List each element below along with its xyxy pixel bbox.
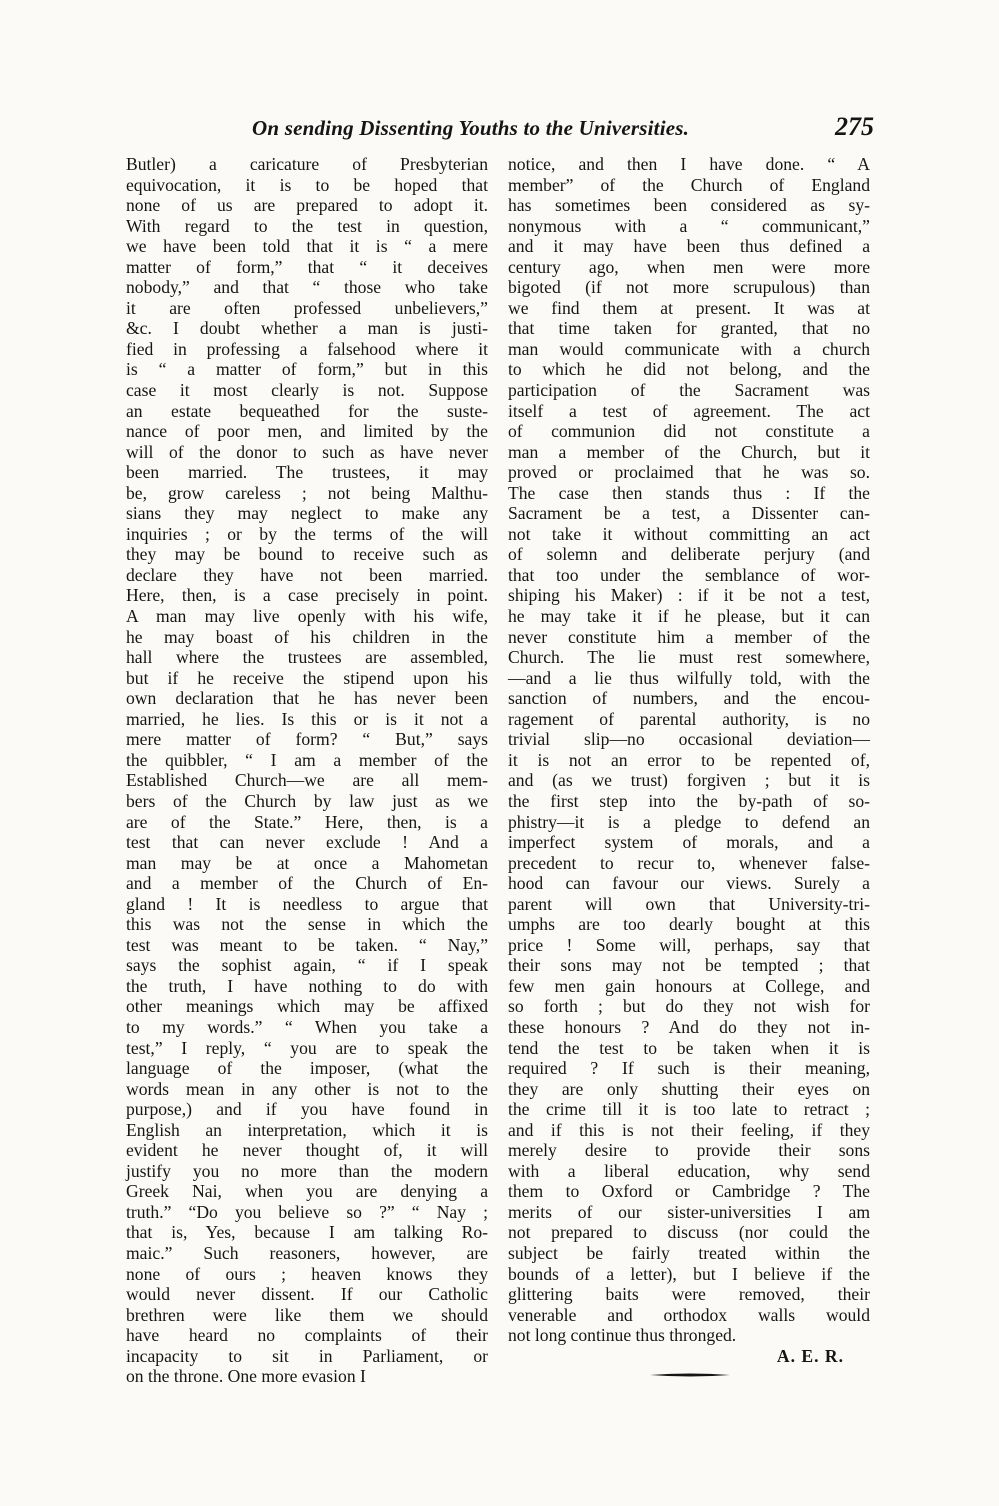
text-line: married, he lies. Is this or is it not a — [126, 708, 488, 729]
text-line: their sons may not be tempted ; that — [508, 955, 870, 976]
text-line: man may be at once a Mahometan — [126, 852, 488, 873]
text-line: truth.” “Do you believe so ?” “ Nay ; — [126, 1201, 488, 1222]
text-line: evident he never thought of, it will — [126, 1140, 488, 1161]
text-line: it is not an error to be repented of, — [508, 749, 870, 770]
text-line: ragement of parental authority, is no — [508, 708, 870, 729]
text-line: century ago, when men were more — [508, 256, 870, 277]
text-line: would never dissent. If our Catholic — [126, 1284, 488, 1305]
text-line: to which he did not belong, and the — [508, 359, 870, 380]
end-ornament — [650, 1371, 730, 1379]
text-line: not prepared to discuss (nor could the — [508, 1222, 870, 1243]
text-line: has sometimes been considered as sy- — [508, 195, 870, 216]
text-line: with a liberal education, why send — [508, 1160, 870, 1181]
text-line: merely desire to provide their sons — [508, 1140, 870, 1161]
text-line: inquiries ; or by the terms of the will — [126, 523, 488, 544]
running-title: On sending Dissenting Youths to the Universities. — [252, 116, 690, 140]
text-line: venerable and orthodox walls would — [508, 1304, 870, 1325]
text-line: member” of the Church of England — [508, 174, 870, 195]
text-line: Butler) a caricature of Presbyterian — [126, 154, 488, 174]
text-line: English an interpretation, which it is — [126, 1119, 488, 1140]
text-line: so forth ; but do they not wish for — [508, 996, 870, 1017]
text-line: the truth, I have nothing to do with — [126, 975, 488, 996]
text-line: mere matter of form? “ But,” says — [126, 729, 488, 750]
text-line: Established Church—we are all mem- — [126, 770, 488, 791]
text-line: it are often professed unbelievers,” — [126, 297, 488, 318]
text-line: they may be bound to receive such as — [126, 544, 488, 565]
text-line: will of the donor to such as have never — [126, 441, 488, 462]
running-header — [126, 112, 882, 146]
text-line: Church. The lie must rest somewhere, — [508, 647, 870, 668]
page-number: 275 — [835, 112, 874, 141]
text-line: few men gain honours at College, and — [508, 975, 870, 996]
text-line: justify you no more than the modern — [126, 1160, 488, 1181]
text-line: the first step into the by-path of so- — [508, 790, 870, 811]
text-line: man would communicate with a church — [508, 338, 870, 359]
text-line: parent will own that University-tri- — [508, 893, 870, 914]
text-line: hood can favour our views. Surely a — [508, 873, 870, 894]
text-line: bers of the Church by law just as we — [126, 790, 488, 811]
text-line: purpose,) and if you have found in — [126, 1099, 488, 1120]
text-line: and it may have been thus defined a — [508, 236, 870, 257]
text-line: gland ! It is needless to argue that — [126, 893, 488, 914]
text-line: of communion did not constitute a — [508, 421, 870, 442]
text-line: nonymous with a “ communicant,” — [508, 215, 870, 236]
text-line: never constitute him a member of the — [508, 626, 870, 647]
text-line: have heard no complaints of their — [126, 1325, 488, 1346]
text-line: to my words.” “ When you take a — [126, 1016, 488, 1037]
text-line: on the throne. One more evasion I — [126, 1366, 366, 1387]
text-line: language of the imposer, (what the — [126, 1058, 488, 1079]
text-line: glittering baits were removed, their — [508, 1284, 870, 1305]
text-line: says the sophist again, “ if I speak — [126, 955, 488, 976]
text-line: hall where the trustees are assembled, — [126, 647, 488, 668]
text-line: Sacrament be a test, a Dissenter can- — [508, 503, 870, 524]
text-line: Greek Nai, when you are denying a — [126, 1181, 488, 1202]
text-line: trivial slip—no occasional deviation— — [508, 729, 870, 750]
text-line: matter of form,” that “ it deceives — [126, 256, 488, 277]
text-line: test that can never exclude ! And a — [126, 832, 488, 853]
text-line: be, grow careless ; not being Malthu- — [126, 482, 488, 503]
text-line: fied in professing a falsehood where it — [126, 338, 488, 359]
text-line: A man may live openly with his wife, — [126, 606, 488, 627]
left-column — [126, 154, 488, 1387]
text-line: imperfect system of morals, and a — [508, 832, 870, 853]
text-line: Here, then, is a case precisely in point. — [126, 585, 488, 606]
text-line: The case then stands thus : If the — [508, 482, 870, 503]
text-line: not take it without committing an act — [508, 523, 870, 544]
text-line: been married. The trustees, it may — [126, 462, 488, 483]
text-line: but if he receive the stipend upon his — [126, 667, 488, 688]
text-line: phistry—it is a pledge to defend an — [508, 811, 870, 832]
text-line: test was meant to be taken. “ Nay,” — [126, 934, 488, 955]
text-line: price ! Some will, perhaps, say that — [508, 934, 870, 955]
text-line: we have been told that it is “ a mere — [126, 236, 488, 257]
text-line: are of the State.” Here, then, is a — [126, 811, 488, 832]
text-line: that time taken for granted, that no — [508, 318, 870, 339]
text-line: sanction of numbers, and the encou- — [508, 688, 870, 709]
text-line: incapacity to sit in Parliament, or — [126, 1345, 488, 1366]
text-line: this was not the sense in which the — [126, 914, 488, 935]
right-column — [508, 154, 870, 1366]
text-line: participation of the Sacrament was — [508, 380, 870, 401]
text-line: of solemn and deliberate perjury (and — [508, 544, 870, 565]
text-line: and (as we trust) forgiven ; but it is — [508, 770, 870, 791]
text-line: that too under the semblance of wor- — [508, 564, 870, 585]
text-line: test,” I reply, “ you are to speak the — [126, 1037, 488, 1058]
text-line: precedent to recur to, whenever false- — [508, 852, 870, 873]
text-line: he may boast of his children in the — [126, 626, 488, 647]
text-line: With regard to the test in question, — [126, 215, 488, 236]
text-line: that is, Yes, because I am talking Ro- — [126, 1222, 488, 1243]
text-line: bounds of a letter), but I believe if the — [508, 1263, 870, 1284]
text-line: the quibbler, “ I am a member of the — [126, 749, 488, 770]
text-line: words mean in any other is not to the — [126, 1078, 488, 1099]
text-line: the crime till it is too late to retract ; — [508, 1099, 870, 1120]
text-line: &c. I doubt whether a man is justi- — [126, 318, 488, 339]
text-line: sians they may neglect to make any — [126, 503, 488, 524]
text-line: tend the test to be taken when it is — [508, 1037, 870, 1058]
text-line: notice, and then I have done. “ A — [508, 154, 870, 174]
text-line: an estate bequeathed for the suste- — [126, 400, 488, 421]
text-line: —and a lie thus wilfully told, with the — [508, 667, 870, 688]
text-line: itself a test of agreement. The act — [508, 400, 870, 421]
text-line: and if this is not their feeling, if they — [508, 1119, 870, 1140]
text-line: them to Oxford or Cambridge ? The — [508, 1181, 870, 1202]
text-line: they are only shutting their eyes on — [508, 1078, 870, 1099]
text-line: subject be fairly treated within the — [508, 1242, 870, 1263]
text-line: these honours ? And do they not in- — [508, 1016, 870, 1037]
text-line: and a member of the Church of En- — [126, 873, 488, 894]
text-line: proved or proclaimed that he was so. — [508, 462, 870, 483]
text-line: brethren were like them we should — [126, 1304, 488, 1325]
text-line: merits of our sister-universities I am — [508, 1201, 870, 1222]
text-line: is “ a matter of form,” but in this — [126, 359, 488, 380]
text-line: none of ours ; heaven knows they — [126, 1263, 488, 1284]
text-line: man a member of the Church, but it — [508, 441, 870, 462]
text-line: other meanings which may be affixed — [126, 996, 488, 1017]
text-line: nance of poor men, and limited by the — [126, 421, 488, 442]
text-line: none of us are prepared to adopt it. — [126, 195, 488, 216]
text-line: case it most clearly is not. Suppose — [126, 380, 488, 401]
text-line: umphs are too dearly bought at this — [508, 914, 870, 935]
text-line: we find them at present. It was at — [508, 297, 870, 318]
text-line: he may take it if he please, but it can — [508, 606, 870, 627]
text-line: equivocation, it is to be hoped that — [126, 174, 488, 195]
text-line: own declaration that he has never been — [126, 688, 488, 709]
text-line: declare they have not been married. — [126, 564, 488, 585]
text-line: maic.” Such reasoners, however, are — [126, 1242, 488, 1263]
text-line: nobody,” and that “ those who take — [126, 277, 488, 298]
text-line: required ? If such is their meaning, — [508, 1058, 870, 1079]
text-line: shiping his Maker) : if it be not a test, — [508, 585, 870, 606]
text-line: bigoted (if not more scrupulous) than — [508, 277, 870, 298]
text-line: not long continue thus thronged. — [508, 1325, 737, 1346]
author-signature: A. E. R. — [776, 1345, 844, 1366]
